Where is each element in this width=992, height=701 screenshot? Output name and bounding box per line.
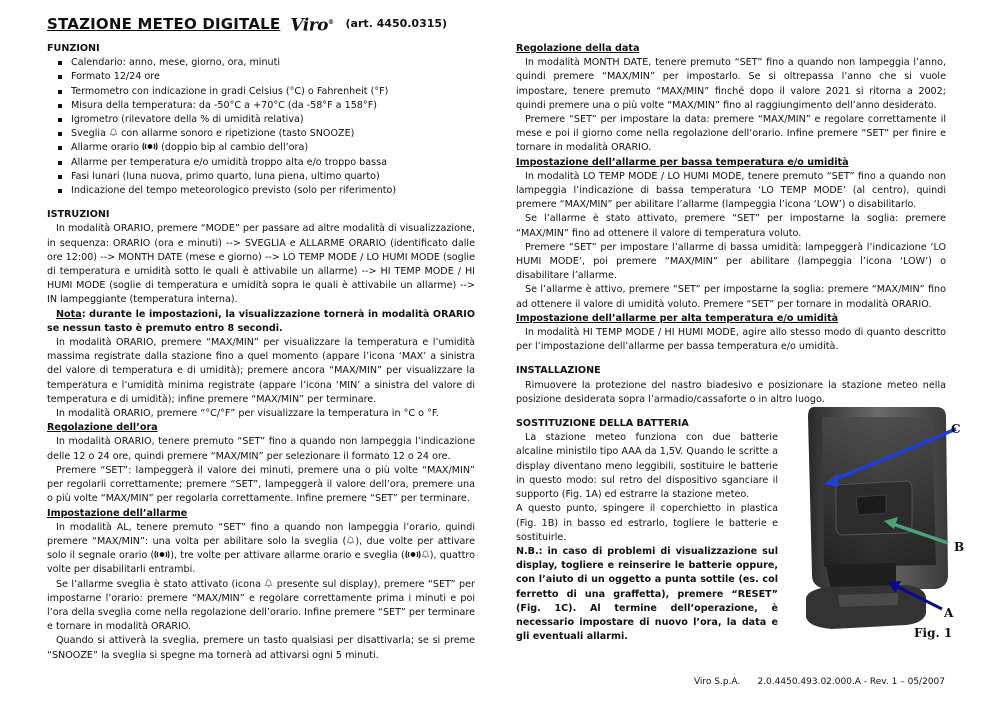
bell-icon [109,128,118,137]
hourly-chime-icon [154,549,170,560]
list-item: Misura della temperatura: da -50°C a +70°C (da -58°F a 158°F) [71,99,475,113]
data-heading: Regolazione della data [516,43,640,54]
document-code: 2.0.4450.493.02.000.A - Rev. 1 – 05/2007 [757,677,945,687]
funzioni-list [47,56,475,198]
installazione-paragraph: Rimuovere la protezione del nastro biadesivo e posizionare la stazione meteo nella posizione desiderata sopra l’armadio/cassaforte o in altro luogo. [516,379,946,405]
ora-heading: Regolazione dell’ora [47,422,158,434]
allarme-paragraph: Quando si attiverà la sveglia, premere un tasto qualsiasi per disattivarla; se si preme “SNOOZE” la sveglia si spegne ma tornerà ad attivarsi ogni 5 minuti. [47,635,475,661]
bell-icon [264,579,273,588]
allarme-paragraph [47,578,475,635]
brand-logo-text: Viro [290,15,328,36]
figure-caption: Fig. 1 [914,626,953,640]
list-item-text: (doppio bip al cambio dell’ora) [161,142,309,154]
funzioni-heading: FUNZIONI [47,43,100,54]
bell-icon [346,536,355,545]
nota-text: : durante le impostazioni, la visualizzazione tornerà in modalità ORARIO se nessun tasto è premuto entro 8 secondi. [47,308,475,334]
text-segment: In modalità AL, tenere premuto “SET” fino a quando non lampeggia l’orario, quindi premere “MAX/MIN”: una volta per abilitare solo la sveglia ( [47,521,475,547]
registered-mark: ® [328,18,334,26]
bassa-paragraph: Se l’allarme è attivo, premere “SET” per impostarne la soglia: premere “MAX/MIN” fino ad ottenere il valore di umidità voluto. Premere “SET” per tornare in modalità ORARIO. [516,284,946,310]
bassa-paragraph: Premere “SET” per impostare l’allarme di bassa umidità: lampeggerà l’indicazione ‘LO HUMI MODE’, poi premere “MAX/MIN” per abilitare (lampeggia l’icona ‘LOW’) o disabilitare l’allarme. [516,241,946,282]
bell-icon [421,550,430,559]
label-c: C [951,422,961,436]
nota-label: Nota [56,308,82,320]
alta-heading: Impostazione dell’allarme per alta temperatura e/o umidità [516,312,839,324]
list-item: Fasi lunari (luna nuova, primo quarto, luna piena, ultimo quarto) [71,170,475,184]
label-a: A [944,606,954,620]
list-item-text: Allarme orario [71,142,140,154]
ora-paragraph: In modalità ORARIO, tenere premuto “SET” fino a quando non lampeggia l’indicazione delle 12 o 24 ore, quindi premere “MAX/MIN” per selezionare il formato 12 o 24 ore. [47,436,475,462]
list-item: Indicazione del tempo meteorologico previsto (solo per riferimento) [71,184,475,198]
bassa-heading: Impostazione dell’allarme per bassa temperatura e/o umidità [516,156,849,168]
page-footer [694,675,945,689]
allarme-paragraph [47,521,475,578]
list-item [71,141,475,155]
data-paragraph: In modalità MONTH DATE, tenere premuto “SET” fino a quando non lampeggia l’anno, quindi premere “MAX/MIN” per impostarlo. Se si oltrepassa l’anno che si vuole impostare, tenere premuto “MAX/MIN” finché dopo il valore 2021 si ritorna a 2002; quindi premere una o più volte “MAX/MIN” fino al raggiungimento dell’anno desiderato. [516,57,946,111]
figure-1-device-photo [786,405,972,643]
list-item: Igrometro (rilevatore della % di umidità relativa) [71,113,475,127]
document-title: STAZIONE METEO DIGITALE [47,14,281,33]
nota-paragraph [47,308,475,336]
brand-logo [290,15,334,36]
istruzioni-paragraph: In modalità ORARIO, premere “°C/°F” per visualizzare la temperatura in °C o °F. [56,408,439,420]
hourly-chime-icon [405,549,421,560]
battery-section [516,417,778,644]
istruzioni-paragraph: In modalità ORARIO, premere “MAX/MIN” per visualizzare la temperatura e l’umidità massima registrate dalla stazione fino a quel momento (appare l’icona ‘MAX’ a sinistra del valore di temperatura e di umidità); premere ancora “MAX/MIN” per visualizzare la temperatura e l’umidità minima registrate (appare l’icona ‘MIN’ a sinistra del valore di temperatura e di umidità); infine premere “MAX/MIN” per terminare. [47,337,475,405]
hourly-chime-icon [142,141,158,152]
text-segment: presente sul display), premere “SET” per impostarne l’orario: premere “MAX/MIN” e regolare correttamente prima i minuti e poi l’ora della sveglia come nella regolazione dell’orario. Infine premere “SET” per terminare e tornare in modalità ORARIO. [47,578,475,633]
list-item-text: con allarme sonoro e ripetizione (tasto SNOOZE) [121,128,355,140]
batteria-paragraph: A questo punto, spingere il coperchietto in plastica (Fig. 1B) in basso ed estrarlo, togliere le batterie e sostituirle. [516,503,778,543]
istruzioni-paragraph: In modalità ORARIO, premere “MODE” per passare ad altre modalità di visualizzazione, in sequenza: ORARIO (ora e minuti) --> SVEGLIA e ALLARME ORARIO (identificato dalle ore 12:00) --> MONTH DATE (mese e giorno) --> LO TEMP MODE / LO HUMI MODE (soglie di temperatura e umidità sotto le quali è attivabile un allarme) --> HI TEMP MODE / HI HUMI MODE (soglie di temperatura e umidità sopra le quali è attivabile un allarme) --> IN lampeggiante (temperatura interna). [47,223,475,306]
bassa-paragraph: Se l’allarme è stato attivato, premere “SET” per impostarne la soglia: premere “MAX/MIN” fino ad ottenere il valore di temperatura voluto. [516,213,946,239]
bassa-paragraph: In modalità LO TEMP MODE / LO HUMI MODE, tenere premuto “SET” fino a quando non lampeggia l’indicazione di bassa temperatura ‘LO TEMP MODE’ (al centro), quindi premere “MAX/MIN” per abilitare l’allarme (lampeggia l’icona ‘LOW’) o disabilitarlo. [516,170,946,211]
allarme-heading: Impostazione dell’allarme [47,507,188,519]
ora-paragraph: Premere “SET”: lampeggerà il valore dei minuti, premere una o più volte “MAX/MIN” per regolarli correttamente; premere “SET”, lampeggerà il valore dell’ora, premere una o più volte “MAX/MIN” per regolarla correttamente. Infine premere “SET” per terminare. [47,464,475,505]
batteria-paragraph: La stazione meteo funziona con due batterie alcaline ministilo tipo AAA da 1,5V. Quando le scritte a display diventano meno leggibili, sostituire le batterie in questo modo: sul retro del dispositivo sganciare il supporto (Fig. 1A) ed estrarre la stazione meteo. [516,432,778,501]
batteria-heading: SOSTITUZIONE DELLA BATTERIA [516,418,689,430]
istruzioni-heading: ISTRUZIONI [47,209,110,221]
text-segment: ), quattro volte per disabilitarli entrambi. [47,550,475,576]
installazione-heading: INSTALLAZIONE [516,365,601,377]
list-item-text: Sveglia [71,128,106,140]
list-item: Formato 12/24 ore [71,70,475,84]
text-segment: ), due volte per attivare solo il segnale orario ( [47,535,476,562]
left-column [47,42,475,663]
data-paragraph: Premere “SET” per impostare la data: premere “MAX/MIN” e regolare correttamente il mese e poi il giorno come nella regolazione dell’orario. Infine premere “SET” per finire e tornare in modalità ORARIO. [516,114,946,154]
list-item [71,127,475,141]
label-b: B [954,540,965,554]
list-item: Termometro con indicazione in gradi Celsius (°C) o Fahrenheit (°F) [71,85,475,99]
document-header [47,12,447,36]
article-number: (art. 4450.0315) [345,16,448,30]
list-item: Allarme per temperatura e/o umidità troppo alta e/o troppo bassa [71,156,475,170]
list-item: Calendario: anno, mese, giorno, ora, minuti [71,56,475,70]
text-segment: Se l’allarme sveglia è stato attivato (icona [56,578,261,590]
company-name: Viro S.p.A. [693,677,741,687]
text-segment: ), tre volte per attivare allarme orario e sveglia ( [170,550,405,562]
alta-paragraph: In modalità HI TEMP MODE / HI HUMI MODE, agire allo stesso modo di quanto descritto per l’impostazione dell’allarme per bassa temperatura e/o umidità. [516,327,946,353]
batteria-nb: N.B.: in caso di problemi di visualizzazione sul display, togliere e reinserire le batterie oppure, con l’aiuto di un oggetto a punta sottile (es. col ferretto di una graffetta), premere “RESET” (Fig. 1C). Al termine dell’operazione, è necessario impostare di nuovo l’ora, la data e gli eventuali allarmi. [516,545,778,643]
